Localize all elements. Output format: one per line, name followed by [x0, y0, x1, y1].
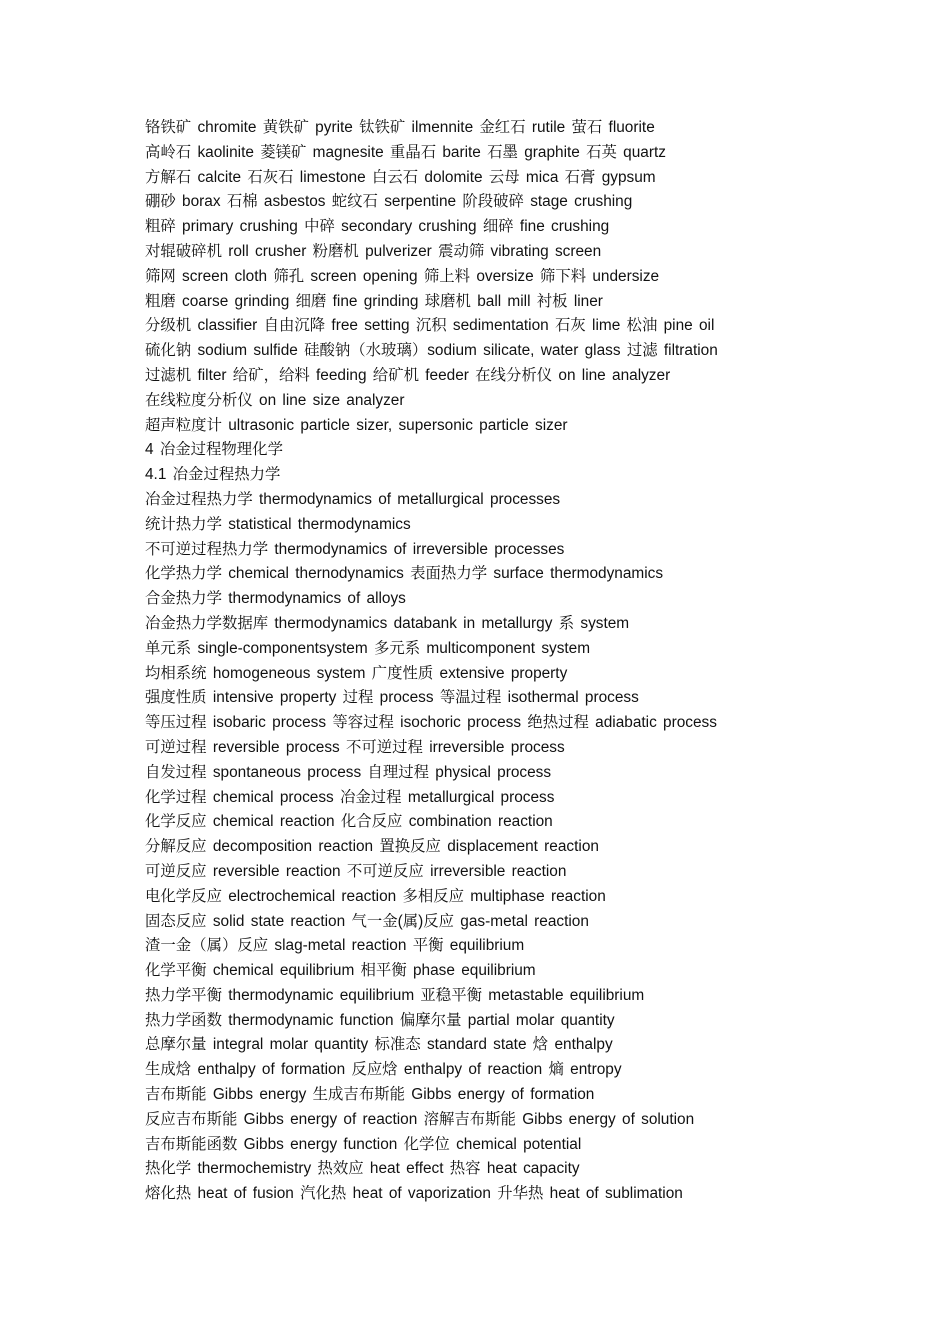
text-line: 粗碎 primary crushing 中碎 secondary crushing 细碎 fine crushing [145, 218, 610, 236]
text-line: 可逆反应 reversible reaction 不可逆反应 irreversible reaction [145, 862, 567, 880]
text-line: 粗磨 coarse grinding 细磨 fine grinding 球磨机 ball mill 衬板 liner [145, 292, 603, 310]
text-line: 硼砂 borax 石棉 asbestos 蛇纹石 serpentine 阶段破碎 stage crushing [145, 193, 633, 211]
text-line: 化学过程 chemical process 冶金过程 metallurgical process [145, 788, 555, 806]
glossary-text-block [145, 116, 925, 1207]
text-line: 分解反应 decomposition reaction 置换反应 displacement reaction [145, 838, 599, 856]
text-line: 自发过程 spontaneous process 自理过程 physical process [145, 763, 552, 781]
text-line: 热化学 thermochemistry 热效应 heat effect 热容 heat capacity [145, 1160, 580, 1178]
text-line: 等压过程 isobaric process 等容过程 isochoric process 绝热过程 adiabatic process [145, 714, 717, 732]
text-line: 铬铁矿 chromite 黄铁矿 pyrite 钛铁矿 ilmennite 金红石 rutile 萤石 fluorite [145, 119, 655, 136]
text-line: 在线粒度分析仪 on line size analyzer [145, 391, 405, 409]
text-line: 熔化热 heat of fusion 汽化热 heat of vaporization 升华热 heat of sublimation [145, 1185, 683, 1203]
text-line: 筛网 screen cloth 筛孔 screen opening 筛上料 oversize 筛下料 undersize [145, 267, 660, 285]
text-line: 化学平衡 chemical equilibrium 相平衡 phase equilibrium [145, 962, 536, 980]
text-line: 硫化钠 sodium sulfide 硅酸钠（水玻璃）sodium silicate, water glass 过滤 filtration [145, 342, 718, 360]
text-line: 合金热力学 thermodynamics of alloys [145, 590, 406, 608]
text-line: 吉布斯能函数 Gibbs energy function 化学位 chemical potential [145, 1135, 582, 1153]
text-line: 生成焓 enthalpy of formation 反应焓 enthalpy of reaction 熵 entropy [145, 1061, 622, 1079]
text-line: 单元系 single-componentsystem 多元系 multicomponent system [145, 639, 591, 657]
text-line: 分级机 classifier 自由沉降 free setting 沉积 sedimentation 石灰 lime 松油 pine oil [145, 317, 715, 335]
text-line: 对辊破碎机 roll crusher 粉磨机 pulverizer 震动筛 vibrating screen [145, 242, 602, 260]
text-line: 总摩尔量 integral molar quantity 标准态 standard state 焓 enthalpy [145, 1036, 613, 1054]
text-line: 化学热力学 chemical thernodynamics 表面热力学 surface thermodynamics [145, 565, 664, 583]
text-line: 均相系统 homogeneous system 广度性质 extensive property [145, 664, 568, 682]
text-line: 4 冶金过程物理化学 [145, 441, 283, 459]
text-line: 过滤机 filter 给矿，给料 feeding 给矿机 feeder 在线分析仪 on line analyzer [145, 366, 671, 384]
text-line: 超声粒度计 ultrasonic particle sizer, supersonic particle sizer [145, 416, 568, 434]
text-line: 热力学平衡 thermodynamic equilibrium 亚稳平衡 metastable equilibrium [145, 986, 645, 1004]
text-line: 吉布斯能 Gibbs energy 生成吉布斯能 Gibbs energy of formation [145, 1086, 595, 1104]
text-line: 化学反应 chemical reaction 化合反应 combination reaction [145, 813, 553, 831]
text-line: 冶金热力学数据库 thermodynamics databank in metallurgy 系 system [145, 614, 630, 632]
text-line: 方解石 calcite 石灰石 limestone 白云石 dolomite 云母 mica 石膏 gypsum [145, 168, 656, 186]
text-line: 渣一金（属）反应 slag-metal reaction 平衡 equilibrium [145, 937, 525, 955]
text-line: 统计热力学 statistical thermodynamics [145, 515, 411, 533]
text-line: 不可逆过程热力学 thermodynamics of irreversible processes [145, 540, 565, 558]
text-line: 高岭石 kaolinite 菱镁矿 magnesite 重晶石 barite 石墨 graphite 石英 quartz [145, 143, 666, 161]
text-line: 4.1 冶金过程热力学 [145, 466, 281, 484]
text-line: 热力学函数 thermodynamic function 偏摩尔量 partial molar quantity [145, 1011, 615, 1029]
text-line: 反应吉布斯能 Gibbs energy of reaction 溶解吉布斯能 Gibbs energy of solution [145, 1110, 695, 1128]
text-line: 可逆过程 reversible process 不可逆过程 irreversible process [145, 738, 565, 756]
text-line: 强度性质 intensive property 过程 process 等温过程 isothermal process [145, 689, 639, 707]
text-line: 固态反应 solid state reaction 气一金(属)反应 gas-metal reaction [145, 912, 589, 930]
text-line: 电化学反应 electrochemical reaction 多相反应 multiphase reaction [145, 887, 606, 905]
text-line: 冶金过程热力学 thermodynamics of metallurgical processes [145, 490, 561, 508]
